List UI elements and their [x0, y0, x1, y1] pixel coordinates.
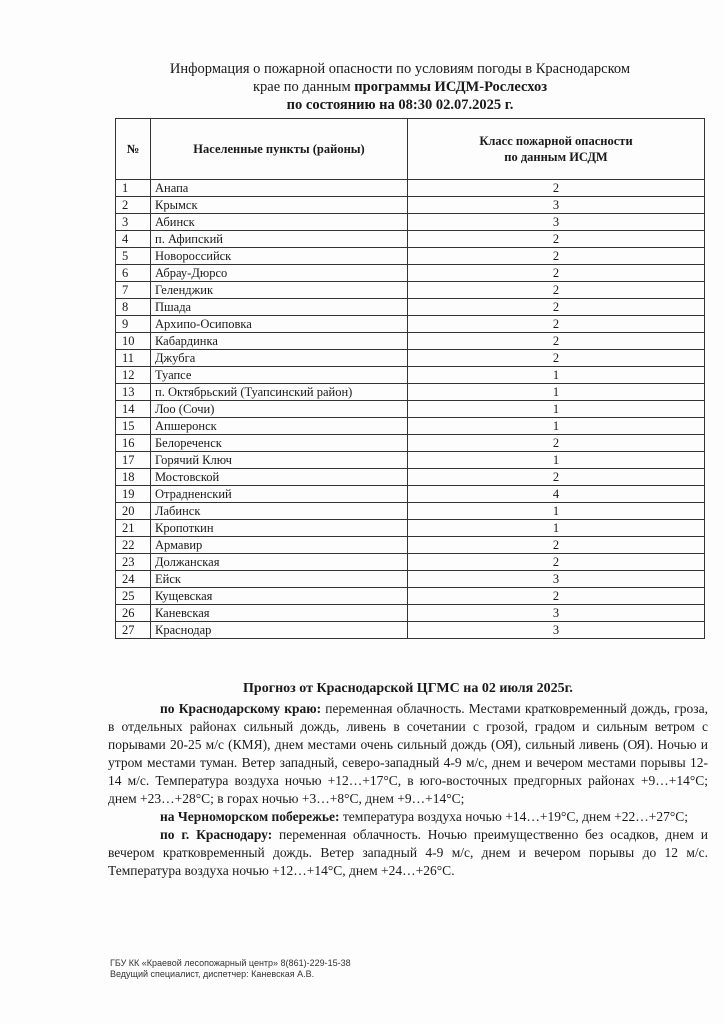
row-settlement: Туапсе	[151, 367, 408, 384]
forecast-region-lead: по Краснодарскому краю:	[160, 701, 322, 716]
row-number: 19	[116, 486, 151, 503]
row-number: 7	[116, 282, 151, 299]
row-settlement: Армавир	[151, 537, 408, 554]
table-row	[116, 384, 705, 401]
row-fire-class: 2	[408, 435, 705, 452]
row-settlement: Белореченск	[151, 435, 408, 452]
table-row	[116, 350, 705, 367]
col-class-header-line-1: Класс пожарной опасности	[479, 134, 633, 148]
forecast-coast	[108, 808, 708, 826]
row-settlement: Мостовской	[151, 469, 408, 486]
forecast-coast-text: температура воздуха ночью +14…+19°С, днем +22…+27°С;	[339, 809, 689, 824]
title-line-2-plain: крае по данным	[252, 79, 355, 95]
row-fire-class: 1	[408, 401, 705, 418]
col-num-header: №	[116, 119, 151, 180]
table-row	[116, 231, 705, 248]
row-fire-class: 1	[408, 452, 705, 469]
forecast-krasnodar-lead: по г. Краснодару:	[160, 827, 273, 842]
row-number: 21	[116, 520, 151, 537]
row-number: 6	[116, 265, 151, 282]
row-number: 2	[116, 197, 151, 214]
row-fire-class: 2	[408, 333, 705, 350]
row-fire-class: 1	[408, 367, 705, 384]
row-fire-class: 1	[408, 503, 705, 520]
row-number: 18	[116, 469, 151, 486]
row-number: 24	[116, 571, 151, 588]
table-row	[116, 316, 705, 333]
footer-specialist: Ведущий специалист, диспетчер: Каневская А.В.	[110, 969, 315, 979]
row-number: 26	[116, 605, 151, 622]
table-row	[116, 554, 705, 571]
row-fire-class: 3	[408, 605, 705, 622]
forecast-region-text: переменная облачность. Местами кратковременный дождь, гроза, в отдельных районах сильный дождь, ливень в сочетании с грозой, градом и сильным ветром с порывами 20-25 м/с (КМЯ), днем местами очень сильный дождь (ОЯ), сильный ливень (ОЯ). Ночью и утром местами туман. Ветер западный, северо-западный 4-9 м/с, днем и вечером местами порывы 12-14 м/с. Температура воздуха ночью +12…+17°С, в юго-восточных предгорных районах +9…+14°С; днем +23…+28°С; в горах ночью +3…+8°С, днем +9…+14°С;	[108, 701, 708, 806]
row-settlement: Новороссийск	[151, 248, 408, 265]
row-number: 1	[116, 180, 151, 197]
row-fire-class: 2	[408, 231, 705, 248]
row-settlement: Лабинск	[151, 503, 408, 520]
row-settlement: Горячий Ключ	[151, 452, 408, 469]
row-number: 15	[116, 418, 151, 435]
row-fire-class: 3	[408, 197, 705, 214]
row-fire-class: 2	[408, 588, 705, 605]
row-fire-class: 1	[408, 384, 705, 401]
row-number: 10	[116, 333, 151, 350]
row-fire-class: 2	[408, 180, 705, 197]
row-settlement: Архипо-Осиповка	[151, 316, 408, 333]
row-fire-class: 3	[408, 214, 705, 231]
row-settlement: Крымск	[151, 197, 408, 214]
forecast-title: Прогноз от Краснодарской ЦГМС на 02 июля 2025г.	[243, 681, 573, 696]
table-row	[116, 333, 705, 350]
row-settlement: Краснодар	[151, 622, 408, 639]
row-fire-class: 2	[408, 248, 705, 265]
row-settlement: Лоо (Сочи)	[151, 401, 408, 418]
forecast-section	[108, 680, 708, 880]
col-name-header: Населенные пункты (районы)	[151, 119, 408, 180]
table-row	[116, 622, 705, 639]
row-settlement: Анапа	[151, 180, 408, 197]
col-class-header-line-2: по данным ИСДМ	[504, 150, 608, 164]
row-number: 25	[116, 588, 151, 605]
row-settlement: Кущевская	[151, 588, 408, 605]
row-fire-class: 2	[408, 299, 705, 316]
row-settlement: Каневская	[151, 605, 408, 622]
fire-danger-table	[115, 118, 705, 639]
row-number: 17	[116, 452, 151, 469]
row-fire-class: 2	[408, 282, 705, 299]
row-number: 13	[116, 384, 151, 401]
title-line-2-bold: программы ИСДМ-Рослесхоз	[354, 79, 548, 95]
row-fire-class: 2	[408, 469, 705, 486]
forecast-krasnodar	[108, 826, 708, 880]
row-number: 23	[116, 554, 151, 571]
table-row	[116, 367, 705, 384]
document-title	[110, 60, 690, 114]
table-row	[116, 418, 705, 435]
table-row	[116, 605, 705, 622]
row-fire-class: 1	[408, 520, 705, 537]
row-number: 5	[116, 248, 151, 265]
table-header-row	[116, 119, 705, 180]
row-number: 11	[116, 350, 151, 367]
row-settlement: Ейск	[151, 571, 408, 588]
table-row	[116, 299, 705, 316]
row-fire-class: 2	[408, 350, 705, 367]
row-number: 3	[116, 214, 151, 231]
row-settlement: п. Афипский	[151, 231, 408, 248]
table-row	[116, 537, 705, 554]
col-class-header	[408, 119, 705, 180]
row-settlement: Абинск	[151, 214, 408, 231]
row-settlement: Геленджик	[151, 282, 408, 299]
table-row	[116, 469, 705, 486]
row-fire-class: 3	[408, 622, 705, 639]
row-number: 16	[116, 435, 151, 452]
table-row	[116, 214, 705, 231]
table-row	[116, 452, 705, 469]
row-fire-class: 2	[408, 265, 705, 282]
row-number: 20	[116, 503, 151, 520]
title-line-3: по состоянию на 08:30 02.07.2025 г.	[286, 97, 514, 113]
row-fire-class: 2	[408, 537, 705, 554]
table-row	[116, 197, 705, 214]
row-number: 12	[116, 367, 151, 384]
row-number: 14	[116, 401, 151, 418]
row-number: 27	[116, 622, 151, 639]
forecast-region	[108, 700, 708, 808]
row-number: 8	[116, 299, 151, 316]
table-row	[116, 503, 705, 520]
row-fire-class: 4	[408, 486, 705, 503]
row-settlement: Отрадненский	[151, 486, 408, 503]
forecast-krasnodar-text: переменная облачность. Ночью преимущественно без осадков, днем и вечером кратковременный дождь. Ветер западный 4-9 м/с, днем и вечером порывы до 12 м/с. Температура воздуха ночью +12…+14°С, днем +24…+26°С.	[108, 827, 708, 878]
row-settlement: Апшеронск	[151, 418, 408, 435]
row-settlement: Джубга	[151, 350, 408, 367]
row-settlement: Кропоткин	[151, 520, 408, 537]
table-row	[116, 486, 705, 503]
row-number: 4	[116, 231, 151, 248]
footer-org: ГБУ КК «Краевой лесопожарный центр» 8(861)-229-15-38	[110, 958, 351, 968]
table-row	[116, 571, 705, 588]
row-settlement: Пшада	[151, 299, 408, 316]
row-settlement: Должанская	[151, 554, 408, 571]
table-row	[116, 588, 705, 605]
footer	[110, 958, 351, 980]
table-row	[116, 401, 705, 418]
table-row	[116, 520, 705, 537]
row-settlement: Кабардинка	[151, 333, 408, 350]
row-settlement: п. Октябрьский (Туапсинский район)	[151, 384, 408, 401]
row-fire-class: 2	[408, 554, 705, 571]
row-settlement: Абрау-Дюрсо	[151, 265, 408, 282]
table-row	[116, 282, 705, 299]
table-body	[116, 180, 705, 639]
row-number: 9	[116, 316, 151, 333]
table-row	[116, 180, 705, 197]
title-line-2	[110, 78, 690, 96]
forecast-coast-lead: на Черноморском побережье:	[160, 809, 340, 824]
table-row	[116, 248, 705, 265]
row-fire-class: 1	[408, 418, 705, 435]
row-fire-class: 2	[408, 316, 705, 333]
table-row	[116, 435, 705, 452]
row-fire-class: 3	[408, 571, 705, 588]
table-row	[116, 265, 705, 282]
row-number: 22	[116, 537, 151, 554]
title-line-1: Информация о пожарной опасности по условиям погоды в Краснодарском	[169, 61, 631, 77]
